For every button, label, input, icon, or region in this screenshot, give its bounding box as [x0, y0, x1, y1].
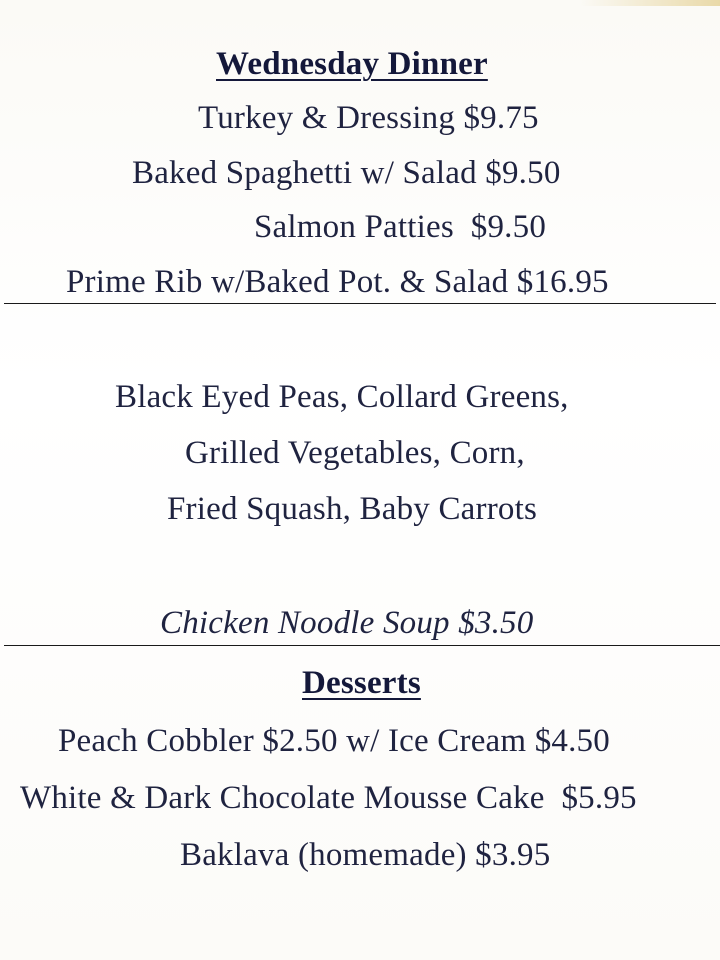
sides-line: Fried Squash, Baby Carrots	[167, 491, 538, 527]
section-divider	[4, 645, 720, 646]
dessert-item: Baklava (homemade) $3.95	[180, 837, 551, 873]
soup-line: Chicken Noodle Soup $3.50	[160, 605, 534, 641]
dinner-item: Baked Spaghetti w/ Salad $9.50	[132, 155, 561, 191]
dinner-heading: Wednesday Dinner	[216, 46, 488, 82]
page-edge-tint	[580, 0, 720, 6]
dessert-item: White & Dark Chocolate Mousse Cake $5.95	[20, 780, 637, 816]
section-divider	[4, 303, 716, 304]
dinner-item: Turkey & Dressing $9.75	[198, 100, 539, 136]
dinner-item: Prime Rib w/Baked Pot. & Salad $16.95	[66, 264, 609, 300]
sides-line: Grilled Vegetables, Corn,	[185, 435, 525, 471]
dinner-item: Salmon Patties $9.50	[254, 209, 547, 245]
sides-line: Black Eyed Peas, Collard Greens,	[115, 379, 569, 415]
dessert-item: Peach Cobbler $2.50 w/ Ice Cream $4.50	[58, 723, 610, 759]
desserts-heading: Desserts	[302, 665, 421, 701]
